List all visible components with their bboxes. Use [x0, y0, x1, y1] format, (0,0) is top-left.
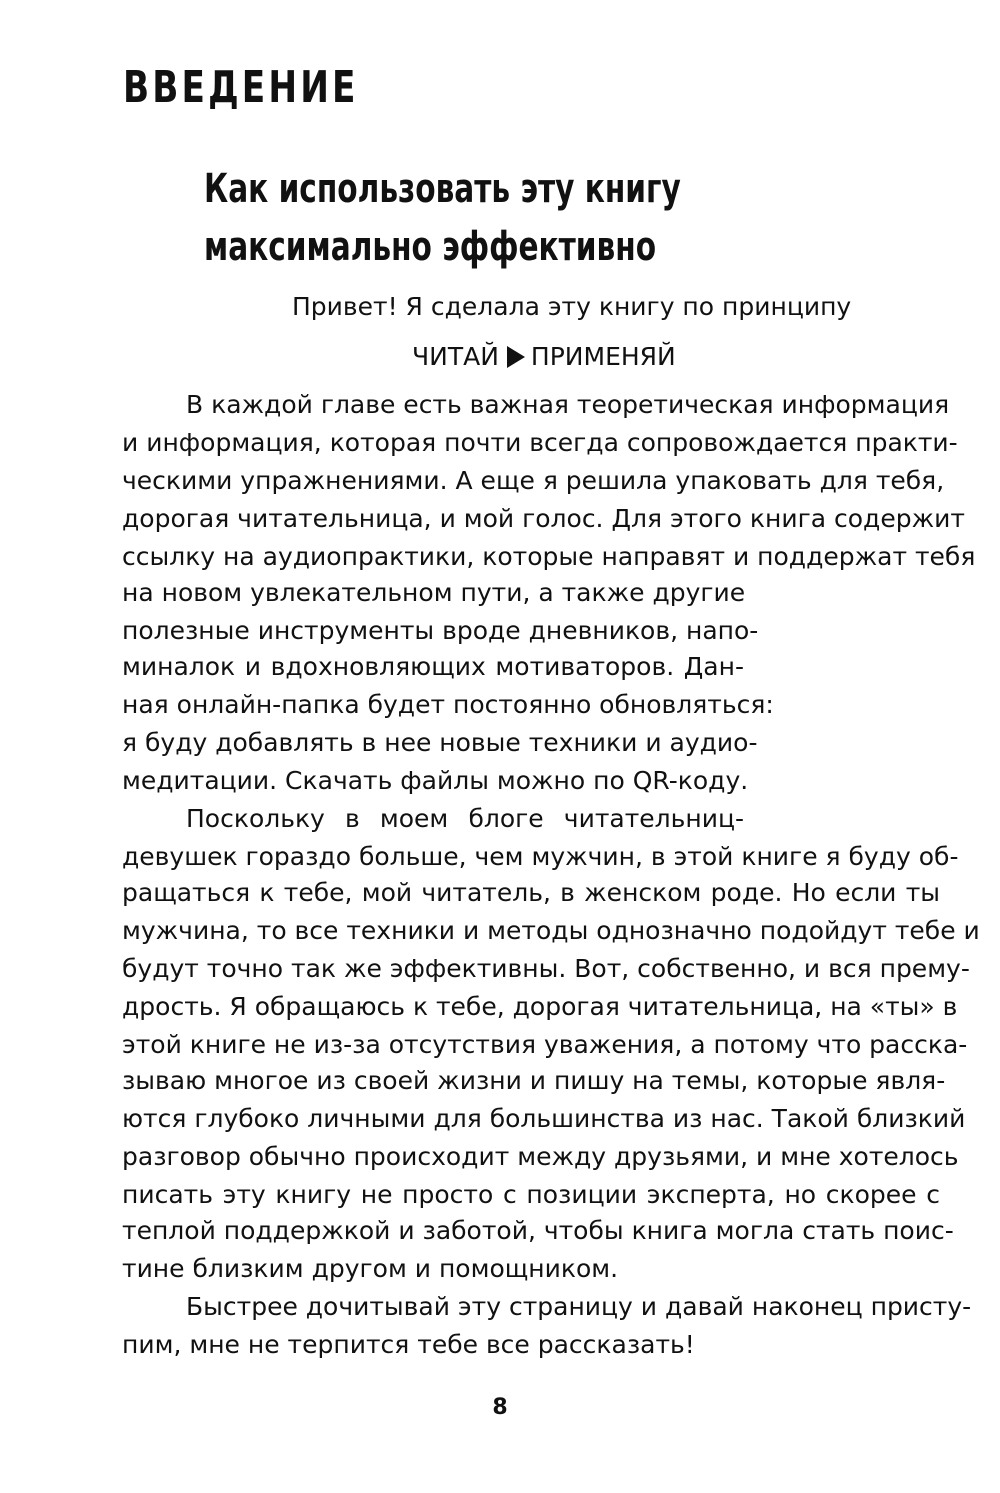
paragraph-2-line: разговор обычно происходит между друзьями, и мне хотелось	[122, 1142, 959, 1171]
page-number: 8	[492, 1395, 508, 1420]
paragraph-2-line: ются глубоко личными для большинства из нас. Такой близкий	[122, 1104, 966, 1133]
paragraph-1-line: В каждой главе есть важная теоретическая информация	[186, 390, 950, 419]
paragraph-1-line: миналок и вдохновляющих мотиваторов. Дан-	[122, 652, 744, 681]
paragraph-2-line: Поскольку в моем блоге читательниц-	[186, 804, 744, 833]
motto-intro: Привет! Я сделала эту книгу по принципу	[292, 292, 852, 321]
subtitle-line-2: максимально эффективно	[204, 224, 657, 270]
paragraph-1-line: ссылку на аудиопрактики, которые направят и поддержат тебя	[122, 542, 976, 571]
paragraph-1-line: медитации. Скачать файлы можно по QR-коду.	[122, 766, 749, 795]
section-subtitle	[204, 160, 681, 276]
paragraph-2-line: зываю многое из своей жизни и пишу на темы, которые явля-	[122, 1066, 946, 1095]
motto-apply: ПРИМЕНЯЙ	[530, 342, 676, 371]
paragraph-1-line: полезные инструменты вроде дневников, напо-	[122, 616, 759, 645]
paragraph-2-line: дрость. Я обращаюсь к тебе, дорогая читательница, на «ты» в	[122, 992, 958, 1021]
paragraph-1-line: я буду добавлять в нее новые техники и аудио-	[122, 728, 758, 757]
motto-slogan	[412, 338, 676, 376]
paragraph-1-line: и информация, которая почти всегда сопровождается практи-	[122, 428, 958, 457]
paragraph-2-line: ращаться к тебе, мой читатель, в женском роде. Но если ты	[122, 878, 940, 907]
paragraph-3-line: Быстрее дочитывай эту страницу и давай наконец присту-	[186, 1292, 972, 1321]
paragraph-2-line: теплой поддержкой и заботой, чтобы книга могла стать поис-	[122, 1216, 954, 1245]
subtitle-line-1: Как использовать эту книгу	[204, 166, 681, 212]
chapter-title: ВВЕДЕНИЕ	[123, 62, 359, 113]
paragraph-1-line: ная онлайн-папка будет постоянно обновляться:	[122, 690, 774, 719]
paragraph-2-line: мужчина, то все техники и методы однозначно подойдут тебе и	[122, 916, 980, 945]
paragraph-1-line: ческими упражнениями. А еще я решила упаковать для тебя,	[122, 466, 945, 495]
paragraph-2-line: тине близким другом и помощником.	[122, 1254, 619, 1283]
paragraph-2-line: этой книге не из-за отсутствия уважения, а потому что расска-	[122, 1030, 968, 1059]
motto-read: ЧИТАЙ	[412, 342, 499, 371]
paragraph-2-line: будут точно так же эффективны. Вот, собственно, и вся прему-	[122, 954, 970, 983]
paragraph-1-line: дорогая читательница, и мой голос. Для этого книга содержит	[122, 504, 965, 533]
paragraph-1-line: на новом увлекательном пути, а также другие	[122, 578, 746, 607]
paragraph-2-line: девушек гораздо больше, чем мужчин, в этой книге я буду об-	[122, 842, 959, 871]
paragraph-2-line: писать эту книгу не просто с позиции эксперта, но скорее с	[122, 1180, 940, 1209]
paragraph-3-line: пим, мне не терпится тебе все рассказать!	[122, 1330, 695, 1359]
play-triangle-icon	[507, 346, 525, 368]
